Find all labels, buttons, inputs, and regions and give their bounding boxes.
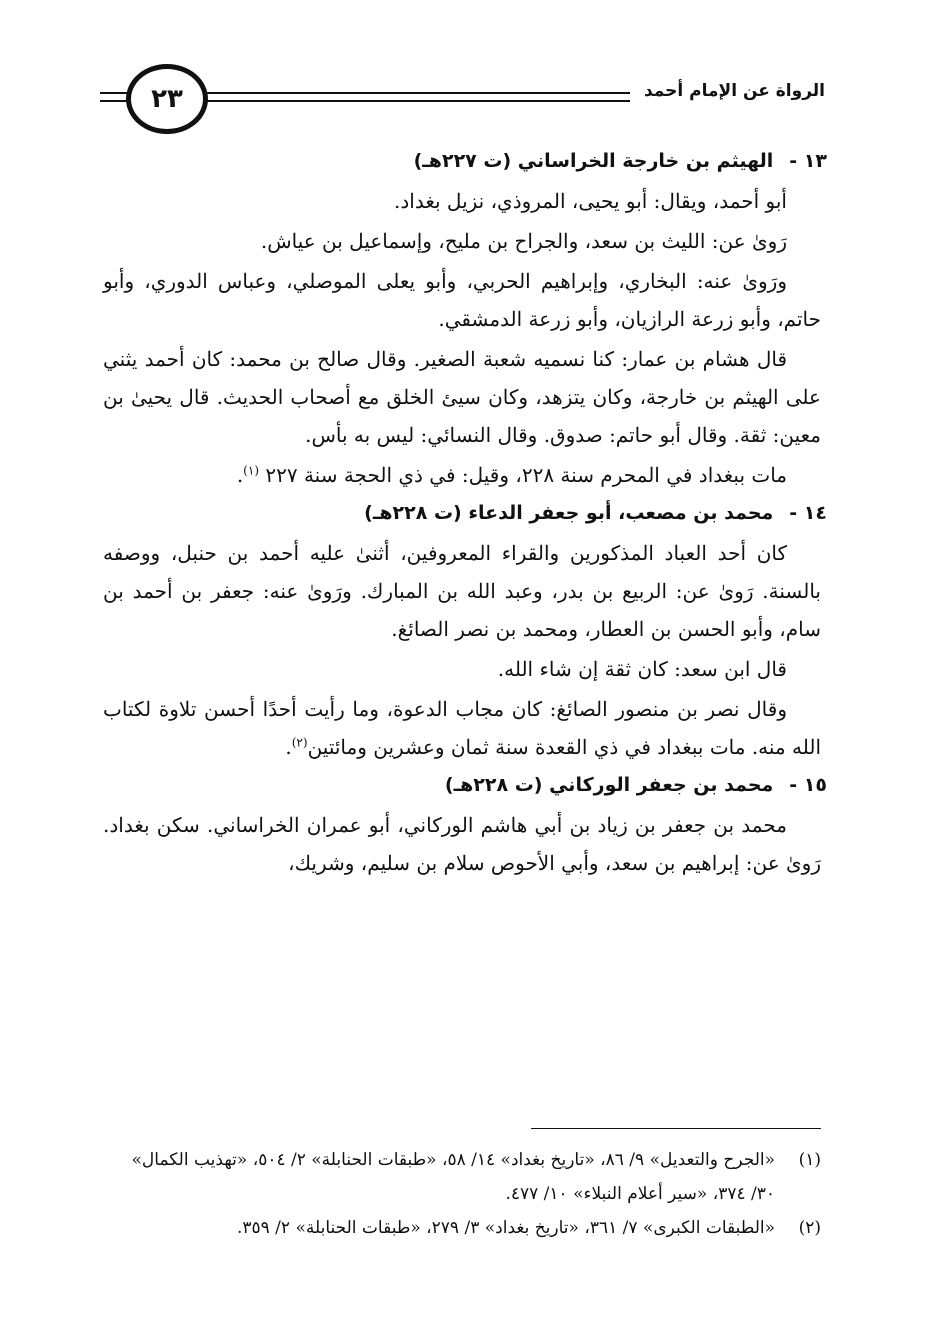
footnotes <box>103 1128 821 1245</box>
entry-title: محمد بن مصعب، أبو جعفر الدعاء (ت ٢٢٨هـ) <box>364 502 774 524</box>
paragraph: ورَوىٰ عنه: البخاري، وإبراهيم الحربي، وأبو يعلى الموصلي، وعباس الدوري، وأبو حاتم، وأبو زرعة الرازيان، وأبو زرعة الدمشقي. <box>103 269 821 331</box>
paragraph-text: وقال نصر بن منصور الصائغ: كان مجاب الدعوة، وما رأيت أحدًا أحسن تلاوة لكتاب الله منه. مات ببغداد في ذي القعدة سنة ثمان وعشرين ومائتين <box>103 697 821 759</box>
entry-number: ١٤ - <box>789 502 827 524</box>
footnote-number: (١) <box>798 1150 821 1170</box>
paragraph: وقال نصر بن منصور الصائغ: كان مجاب الدعوة، وما رأيت أحدًا أحسن تلاوة لكتاب الله منه. مات ببغداد في ذي القعدة سنة ثمان وعشرين ومائتين$^{(٢)}$. <box>103 697 821 759</box>
main-text <box>103 142 827 884</box>
entry-number: ١٥ - <box>789 774 827 796</box>
entry-heading <box>103 498 827 528</box>
page-header <box>100 66 825 126</box>
paragraph: أبو أحمد، ويقال: أبو يحيى، المروذي، نزيل بغداد. <box>394 189 787 213</box>
entry-title: الهيثم بن خارجة الخراساني (ت ٢٢٧هـ) <box>413 150 774 172</box>
paragraph: رَوىٰ عن: الليث بن سعد، والجراح بن مليح، وإسماعيل بن عياش. <box>260 229 787 253</box>
footnote <box>103 1143 821 1211</box>
footnote-number: (٢) <box>798 1218 821 1238</box>
paragraph: كان أحد العباد المذكورين والقراء المعروفين، أثنىٰ عليه أحمد بن حنبل، ووصفه بالسنة. رَوىٰ عن: الربيع بن بدر، وعبد الله بن المبارك. ورَوىٰ عنه: جعفر بن أحمد بن سام، وأبو الحسن بن العطار، ومحمد بن نصر الصائغ. <box>103 541 821 641</box>
paragraph: قال ابن سعد: كان ثقة إن شاء الله. <box>497 657 787 681</box>
footnote-text: «الطبقات الكبرى» ٧/ ٣٦١، «تاريخ بغداد» ٣/ ٢٧٩، «طبقات الحنابلة» ٢/ ٣٥٩. <box>236 1218 775 1238</box>
entry-heading <box>103 770 827 800</box>
entry-heading <box>103 146 827 176</box>
paragraph-text: مات ببغداد في المحرم سنة ٢٢٨، وقيل: في ذي الحجة سنة ٢٢٧ <box>265 463 787 487</box>
running-title: الرواة عن الإمام أحمد <box>630 80 825 102</box>
footnote <box>103 1211 821 1245</box>
entry-title: محمد بن جعفر الوركاني (ت ٢٢٨هـ) <box>444 774 774 796</box>
entry-number: ١٣ - <box>789 150 827 172</box>
footnote-separator <box>531 1128 821 1129</box>
page-number: ٢٣ <box>126 64 208 134</box>
paragraph: مات ببغداد في المحرم سنة ٢٢٨، وقيل: في ذي الحجة سنة ٢٢٧ $^{(١)}$. <box>236 463 787 487</box>
paragraph: قال هشام بن عمار: كنا نسميه شعبة الصغير. وقال صالح بن محمد: كان أحمد يثني على الهيثم بن خارجة، وكان يتزهد، وكان سيئ الخلق مع أصحاب الحديث. قال يحيىٰ بن معين: ثقة. وقال أبو حاتم: صدوق. وقال النسائي: ليس به بأس. <box>103 347 821 447</box>
footnote-ref: (٢) <box>291 735 308 750</box>
paragraph: محمد بن جعفر بن زياد بن أبي هاشم الوركاني، أبو عمران الخراساني. سكن بغداد. رَوىٰ عن: إبراهيم بن سعد، وأبي الأحوص سلام بن سليم، وشريك، <box>103 813 821 875</box>
footnote-text: «الجرح والتعديل» ٩/ ٨٦، «تاريخ بغداد» ١٤/ ٥٨، «طبقات الحنابلة» ٢/ ٥٠٤، «تهذيب الكمال» ٣٠/ ٣٧٤، «سير أعلام النبلاء» ١٠/ ٤٧٧. <box>131 1150 775 1204</box>
footnote-ref: (١) <box>243 463 259 478</box>
